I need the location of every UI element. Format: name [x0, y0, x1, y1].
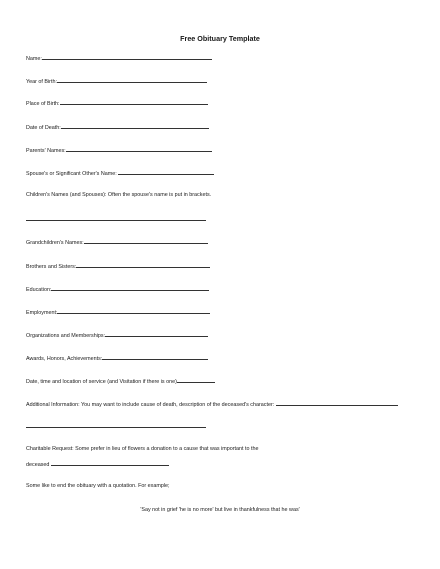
education-field[interactable]: [51, 285, 209, 291]
children-names-label: Children's Names (and Spouses): Often the spouse's name is put in brackets.: [26, 192, 212, 198]
end-quotation-row: [26, 483, 170, 490]
additional-info-field[interactable]: [276, 400, 398, 406]
awards-row: [26, 354, 208, 363]
brothers-sisters-row: [26, 262, 210, 271]
year-of-birth-field[interactable]: [57, 77, 207, 83]
date-of-death-label: Date of Death:: [26, 125, 61, 131]
organizations-label: Organizations and Memberships:: [26, 333, 106, 339]
service-label: Date, time and location of service (and Visitation if there is one): [26, 379, 177, 385]
name-label: Name:: [26, 56, 42, 62]
document-title: Free Obituary Template: [180, 34, 260, 43]
employment-field[interactable]: [57, 308, 210, 314]
name-field[interactable]: [42, 54, 212, 60]
children-names-row: [26, 192, 211, 199]
example-quote: 'Say not in grief 'he is no more' but live in thankfulness that he was': [140, 507, 300, 513]
year-of-birth-label: Year of Birth:: [26, 79, 57, 85]
grandchildren-names-label: Grandchildren's Names:: [26, 240, 84, 246]
education-label: Education:: [26, 287, 52, 293]
additional-info-label: Additional Information: You may want to include cause of death, description of the deceased's character:: [26, 402, 275, 408]
service-field[interactable]: [177, 377, 215, 383]
additional-info-field-continued[interactable]: [26, 426, 206, 428]
grandchildren-names-row: [26, 238, 208, 247]
name-row: [26, 54, 212, 63]
grandchildren-names-field[interactable]: [84, 238, 208, 244]
awards-label: Awards, Honors, Achievements:: [26, 356, 103, 362]
spouse-name-row: [26, 169, 214, 178]
brothers-sisters-label: Brothers and Sisters:: [26, 264, 77, 270]
parents-names-field[interactable]: [66, 146, 212, 152]
year-of-birth-row: [26, 77, 207, 86]
awards-field[interactable]: [102, 354, 208, 360]
parents-names-row: [26, 146, 212, 155]
spouse-name-label: Spouse's or Significant Other's Name:: [26, 171, 117, 177]
children-names-field[interactable]: [26, 219, 206, 221]
additional-info-row: [26, 400, 398, 409]
deceased-row: [26, 460, 169, 469]
date-of-death-row: [26, 123, 209, 132]
charitable-request-row: [26, 446, 259, 453]
employment-row: [26, 308, 210, 317]
organizations-row: [26, 331, 208, 340]
place-of-birth-label: Place of Birth:: [26, 101, 60, 107]
service-row: [26, 377, 215, 386]
place-of-birth-field[interactable]: [60, 99, 208, 105]
spouse-name-field[interactable]: [118, 169, 214, 175]
employment-label: Employment:: [26, 310, 58, 316]
organizations-field[interactable]: [105, 331, 208, 337]
charitable-request-field[interactable]: [51, 460, 169, 466]
education-row: [26, 285, 209, 294]
parents-names-label: Parents' Names:: [26, 148, 66, 154]
end-quotation-text: Some like to end the obituary with a quotation. For example;: [26, 483, 170, 489]
place-of-birth-row: [26, 99, 208, 108]
charitable-request-label: Charitable Request: Some prefer in lieu of flowers a donation to a cause that was important to the: [26, 446, 259, 452]
deceased-label: deceased: [26, 462, 50, 468]
brothers-sisters-field[interactable]: [76, 262, 210, 268]
date-of-death-field[interactable]: [61, 123, 209, 129]
